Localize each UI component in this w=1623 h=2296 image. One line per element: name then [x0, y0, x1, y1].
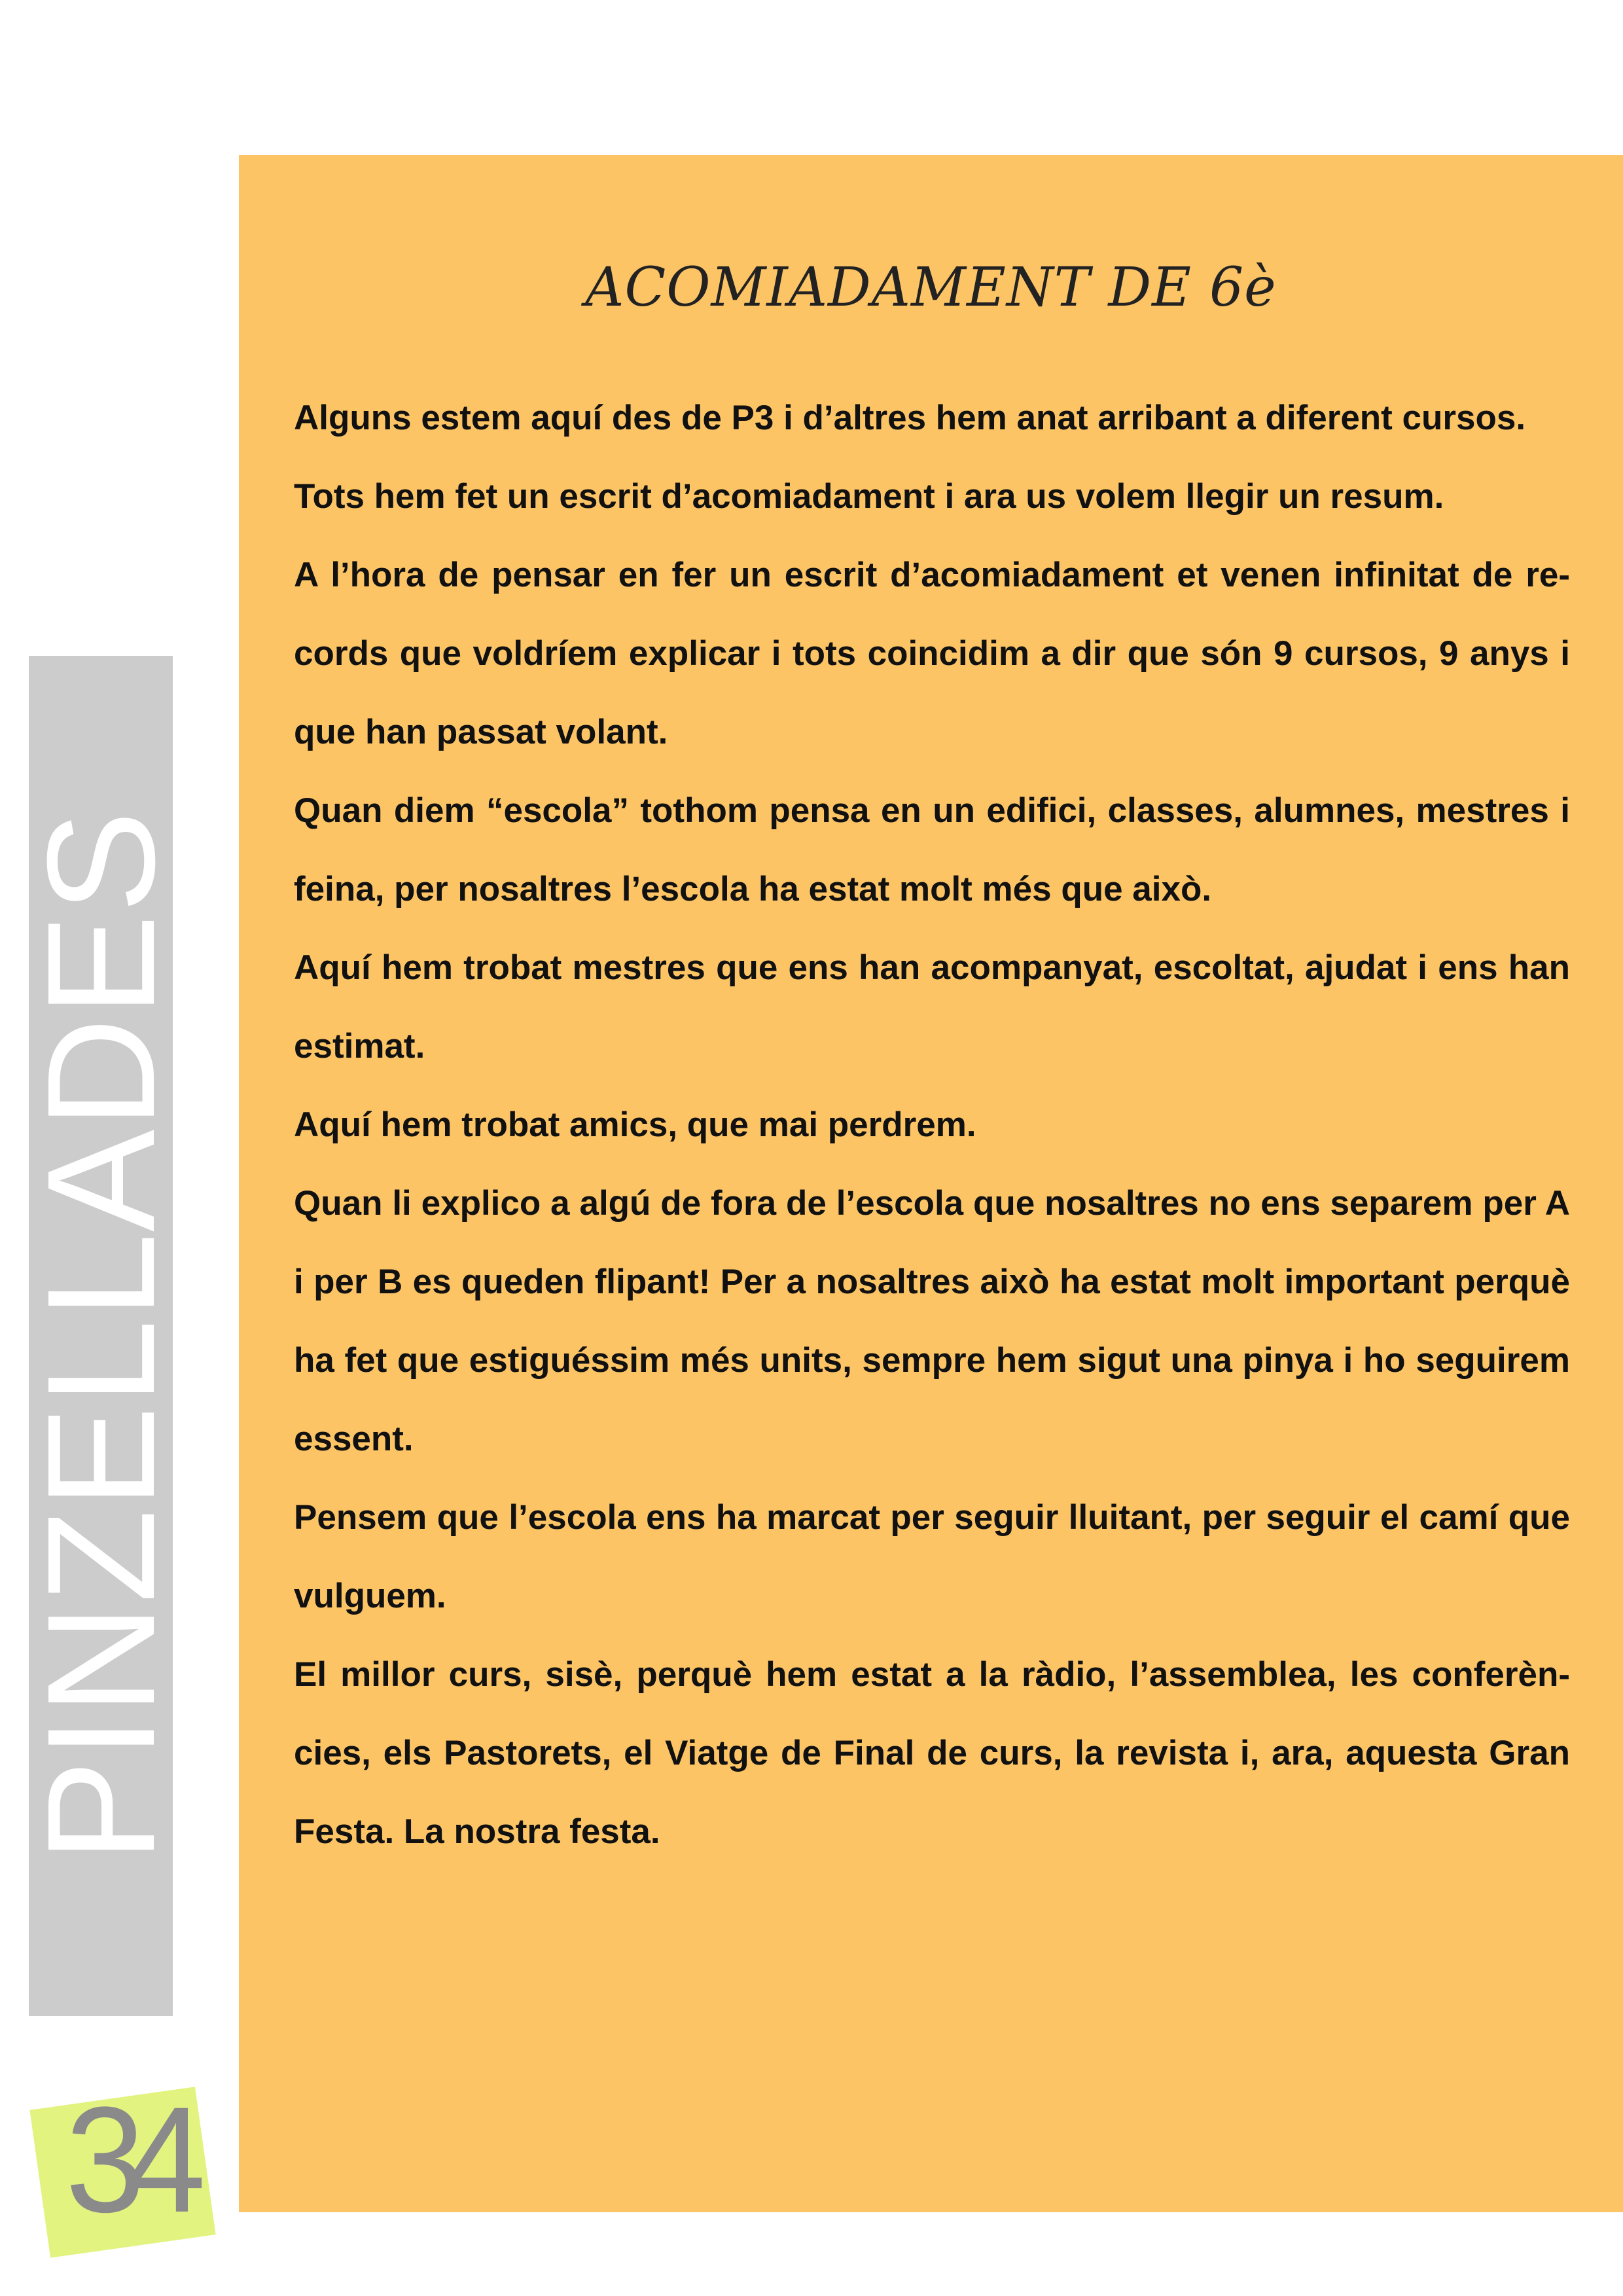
article-body — [294, 379, 1570, 1871]
section-title: PINZELLADES — [15, 809, 187, 1863]
article-title: ACOMIADAMENT DE 6è — [585, 257, 1277, 319]
article-paragraph: Aquí hem trobat amics, que mai perdrem. — [294, 1105, 976, 1144]
article-paragraph: Pensem que l’escola ens ha marcat per seguir lluitant, per seguir el camí que vulguem. — [294, 1498, 1570, 1615]
article-paragraph: Alguns estem aquí des de P3 i d’altres hem anat arribant a diferent cursos. — [294, 399, 1526, 437]
article-paragraph: El millor curs, sisè, perquè hem estat a la ràdio, l’assemblea, les conferèn-cies, els Pastorets, el Viatge de Final de curs, la revista i, ara, aquesta Gran Festa. La nostra festa. — [294, 1655, 1570, 1851]
article-paragraph: Tots hem fet un escrit d’acomiadament i ara us volem llegir un resum. — [294, 477, 1444, 516]
article-paragraph: Quan li explico a algú de fora de l’escola que nosaltres no ens separem per A i per B es queden flipant! Per a nosaltres això ha estat molt important perquè ha fet que estiguéssim més units, sempre hem sigut una pinya i ho seguirem essent. — [294, 1184, 1570, 1458]
article-paragraph: A l’hora de pensar en fer un escrit d’acomiadament et venen infinitat de re-cords que voldríem explicar i tots coincidim a dir que són 9 cursos, 9 anys i que han passat volant. — [294, 556, 1570, 751]
page-number: 34 — [65, 2075, 188, 2244]
article-paragraph: Aquí hem trobat mestres que ens han acompanyat, escoltat, ajudat i ens han estimat. — [294, 948, 1570, 1066]
article-paragraph: Quan diem “escola” tothom pensa en un edifici, classes, alumnes, mestres i feina, per nosaltres l’escola ha estat molt més que això. — [294, 791, 1570, 908]
article-panel — [239, 155, 1623, 2212]
